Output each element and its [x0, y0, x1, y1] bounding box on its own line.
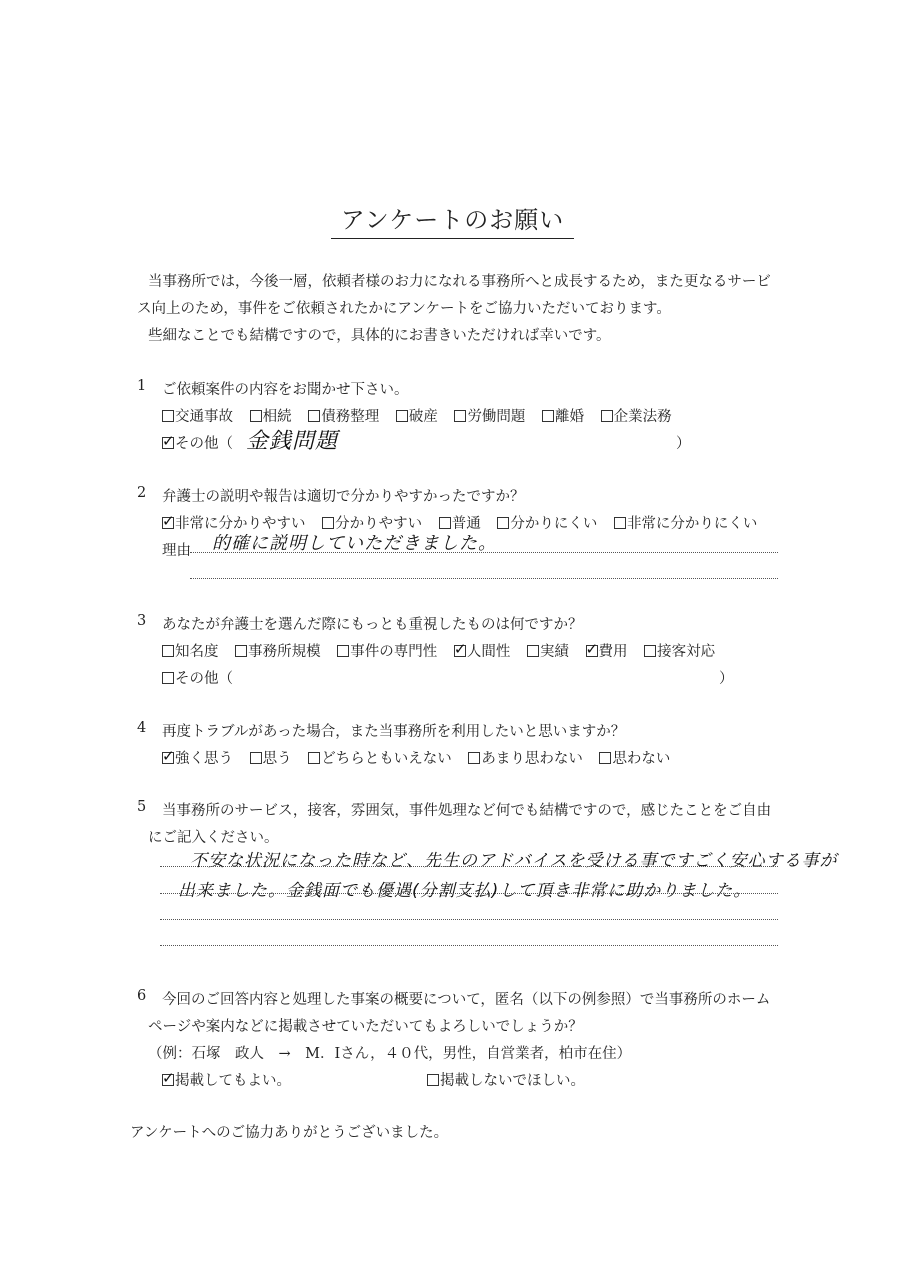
q3-option[interactable]: 実績: [527, 640, 569, 661]
checkbox-checked-icon[interactable]: [586, 645, 598, 657]
q2-reason-answer[interactable]: 的確に説明していただきました。: [212, 533, 497, 554]
q5-answer-line-dotted-3: [160, 919, 778, 920]
checkbox-icon[interactable]: [497, 517, 509, 529]
q3-option[interactable]: 事件の専門性: [337, 640, 437, 661]
page-title: [0, 200, 905, 235]
q4-question: 再度トラブルがあった場合，また当事務所を利用したいと思いますか？: [162, 724, 626, 740]
q1-option[interactable]: 企業法務: [601, 405, 672, 426]
checkbox-icon[interactable]: [235, 645, 247, 657]
checkbox-icon[interactable]: [162, 672, 174, 684]
checkbox-icon[interactable]: [468, 752, 480, 764]
checkbox-icon[interactable]: [644, 645, 656, 657]
q1-question: ご依頼案件の内容をお聞かせ下さい。: [162, 382, 409, 398]
q2-option[interactable]: 普通: [439, 512, 481, 533]
q2-option[interactable]: 非常に分かりにくい: [614, 512, 758, 533]
checkbox-checked-icon[interactable]: [454, 645, 466, 657]
q1-option[interactable]: 交通事故: [162, 405, 233, 426]
checkbox-checked-icon[interactable]: [162, 1074, 174, 1086]
q4-option[interactable]: どちらともいえない: [308, 747, 452, 768]
q1-other-answer[interactable]: 金銭問題: [246, 429, 339, 454]
intro-line-2: ス向上のため，事件をご依頼されたかにアンケートをご協力いただいております。: [137, 301, 671, 317]
q1-number: 1: [137, 378, 147, 394]
q3-number: 3: [137, 613, 147, 629]
checkbox-icon[interactable]: [599, 752, 611, 764]
checkbox-icon[interactable]: [542, 410, 554, 422]
q3-option[interactable]: 知名度: [162, 640, 219, 661]
q4-options: [162, 747, 682, 768]
checkbox-icon[interactable]: [601, 410, 613, 422]
q3-other[interactable]: その他（: [162, 667, 233, 688]
intro-line-3: 些細なことでも結構ですので，具体的にお書きいただければ幸いです。: [148, 328, 611, 344]
q1-other[interactable]: ✓その他（: [162, 432, 233, 453]
checkbox-icon[interactable]: [454, 410, 466, 422]
q4-number: 4: [137, 720, 147, 736]
q3-option[interactable]: 事務所規模: [235, 640, 321, 661]
q5-number: 5: [137, 799, 147, 815]
checkbox-icon[interactable]: [308, 752, 320, 764]
q6-option-no[interactable]: 掲載しないでほしい。: [427, 1069, 585, 1090]
checkbox-checked-icon[interactable]: [162, 517, 174, 529]
q5-answer-line-dotted-1: [160, 866, 778, 867]
q5-answer-line-dotted-2: [160, 893, 778, 894]
q6-option-yes[interactable]: ✓掲載してもよい。: [162, 1069, 291, 1090]
q2-option[interactable]: 分かりにくい: [497, 512, 597, 533]
q2-reason-label: 理由: [162, 543, 191, 559]
q3-close-paren: ）: [719, 671, 734, 687]
checkbox-icon[interactable]: [250, 410, 262, 422]
checkbox-icon[interactable]: [337, 645, 349, 657]
q4-option[interactable]: 思う: [250, 747, 292, 768]
q1-close-paren: ）: [676, 436, 691, 452]
closing-text: アンケートへのご協力ありがとうございました。: [130, 1125, 449, 1141]
q2-option[interactable]: ✓非常に分かりやすい: [162, 512, 306, 533]
title-text: アンケートのお願い: [331, 206, 575, 239]
q2-reason-line-1: [190, 552, 778, 553]
checkbox-icon[interactable]: [162, 410, 174, 422]
checkbox-checked-icon[interactable]: [162, 752, 174, 764]
q4-option[interactable]: ✓強く思う: [162, 747, 233, 768]
checkbox-icon[interactable]: [439, 517, 451, 529]
q5-answer-line-2[interactable]: 出来ました。金銭面でも優遇(分割支払)して頂き非常に助かりました。: [178, 881, 752, 901]
q2-option[interactable]: 分かりやすい: [322, 512, 422, 533]
checkbox-icon[interactable]: [322, 517, 334, 529]
q6-number: 6: [137, 988, 147, 1004]
q2-reason-line-2: [190, 578, 778, 579]
checkbox-icon[interactable]: [396, 410, 408, 422]
q6-question-line-2: ページや案内などに掲載させていただいてもよろしいでしょうか？: [148, 1019, 583, 1035]
q3-option[interactable]: ✓ 人間性: [454, 640, 511, 661]
q2-number: 2: [137, 485, 147, 501]
q3-question: あなたが弁護士を選んだ際にもっとも重視したものは何ですか？: [162, 617, 583, 633]
q6-question-line-1: 今回のご回答内容と処理した事案の概要について，匿名（以下の例参照）で当事務所のホーム: [162, 992, 771, 1008]
checkbox-icon[interactable]: [614, 517, 626, 529]
q1-option[interactable]: 破産: [396, 405, 438, 426]
checkbox-icon[interactable]: [162, 645, 174, 657]
checkbox-icon[interactable]: [427, 1074, 439, 1086]
q1-option[interactable]: 債務整理: [308, 405, 379, 426]
q3-option[interactable]: 接客対応: [644, 640, 715, 661]
checkbox-icon[interactable]: [527, 645, 539, 657]
q4-option[interactable]: 思わない: [599, 747, 670, 768]
checkbox-icon[interactable]: [308, 410, 320, 422]
q3-options: [162, 640, 727, 661]
q1-option[interactable]: 離婚: [542, 405, 584, 426]
intro-line-1: 当事務所では，今後一層，依頼者様のお力になれる事務所へと成長するため，また更なるサービ: [148, 274, 771, 290]
q5-question-line-2: にご記入ください。: [148, 830, 279, 846]
q2-question: 弁護士の説明や報告は適切で分かりやすかったですか？: [162, 489, 525, 505]
q5-question-line-1: 当事務所のサービス，接客，雰囲気，事件処理など何でも結構ですので，感じたことをご自由: [162, 803, 772, 819]
q1-option[interactable]: 労働問題: [454, 405, 525, 426]
q1-option[interactable]: 相続: [250, 405, 292, 426]
q6-example: （例：石塚 政人 → M．Iさん，４０代，男性，自営業者，柏市在住）: [148, 1046, 632, 1062]
q5-answer-line-1[interactable]: 不安な状況になった時など、先生のアドバイスを受ける事ですごく安心する事が: [190, 851, 838, 871]
checkbox-icon[interactable]: [250, 752, 262, 764]
q5-answer-line-dotted-4: [160, 945, 778, 946]
q4-option[interactable]: あまり思わない: [468, 747, 583, 768]
q3-option[interactable]: ✓ 費用: [586, 640, 628, 661]
q1-options: [162, 405, 684, 426]
checkbox-checked-icon[interactable]: [162, 437, 174, 449]
